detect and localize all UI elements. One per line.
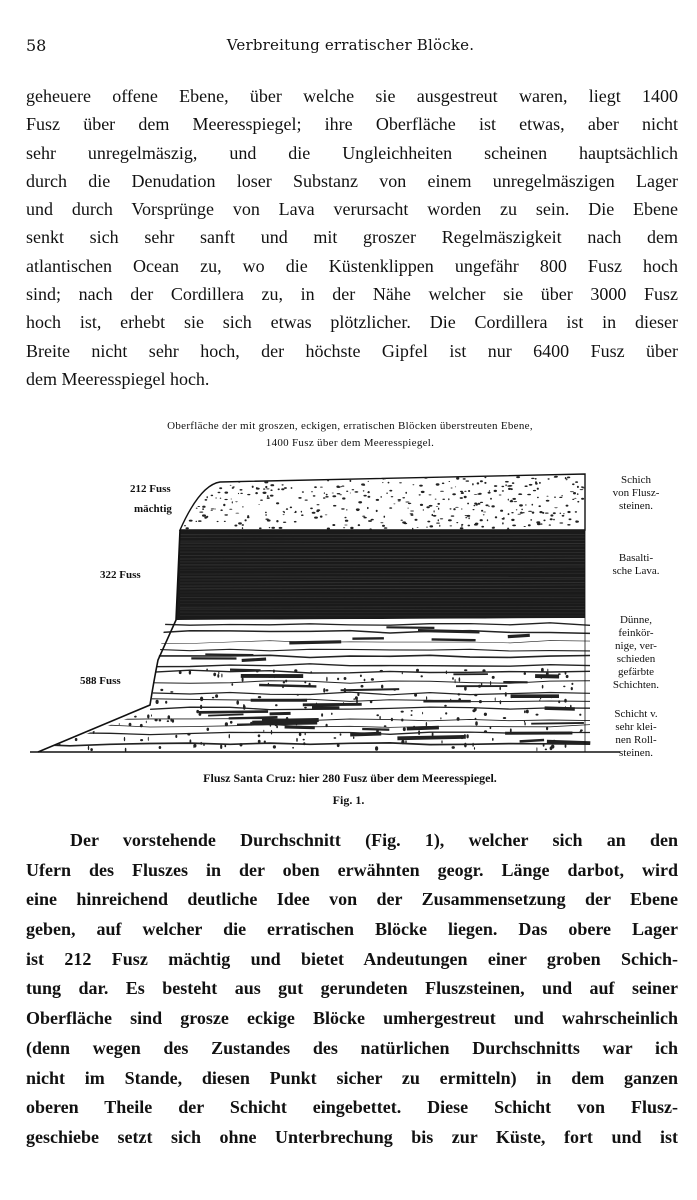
page-number: 58 [26, 36, 47, 55]
text-line: sind; nach der Cordillera zu, in der Nähe welcher sie über 3000 Fusz [26, 284, 678, 305]
label-line: nen Roll- [615, 734, 657, 746]
text-line: Breite nicht sehr hoch, der höchste Gipfel ist nur 6400 Fusz über [26, 340, 678, 361]
text-line: nicht im Stande, diesen Punkt sicher zu ermitteln) in dem ganzen [26, 1067, 678, 1088]
text-line: eine hinreichend deutliche Idee von der Zusammensetzung der Ebene [26, 889, 678, 910]
text-line: sehr unregelmäszig, und die Ungleichheiten scheinen hauptsächlich [26, 142, 678, 163]
label-gravel-layer [596, 474, 676, 513]
text-line: ist 212 Fusz mächtig und bietet Andeutungen einer groben Schich- [26, 948, 678, 969]
text-line: hoch ist, erhebt sie sich etwas plötzlicher. Die Cordillera ist in dieser [26, 312, 678, 333]
text-line: Oberfläche sind grosze eckige Blöcke umhergestreut und wahrscheinlich [26, 1008, 678, 1029]
text-line: geschiebe setzt sich ohne Unterbrechung bis zur Küste, fort und ist [26, 1126, 678, 1147]
label-line: Schicht v. [614, 708, 658, 720]
text-line: dem Meeresspiegel hoch. [26, 368, 210, 389]
figure-caption-bottom: Flusz Santa Cruz: hier 280 Fusz über dem Meeresspiegel. [203, 771, 497, 785]
label-line: sche Lava. [612, 565, 660, 577]
paragraph-top [26, 82, 678, 393]
figure-caption-top [30, 418, 670, 452]
text-line: oberen Theile der Schicht eingebettet. Diese Schicht von Flusz- [26, 1097, 678, 1118]
label-line: Basalti- [618, 552, 654, 564]
figure-caption-top-line: Oberfläche der mit groszen, eckigen, erratischen Blöcken überstreuten Ebene, [167, 420, 533, 432]
label-lava-layer [596, 552, 676, 578]
page-header [26, 36, 675, 60]
label-line: steinen. [619, 500, 653, 512]
figure-caption-top-line: 1400 Fusz über dem Meeresspiegel. [265, 437, 435, 449]
label-line: Schichten. [612, 679, 660, 691]
label-212-fuss: 212 Fuss [130, 483, 171, 495]
text-line: atlantischen Ocean zu, wo die Küstenklippen ungefähr 800 Fusz hoch [26, 255, 678, 276]
text-line: (denn wegen des Zustandes des natürlichen Durchschnitts war ich [26, 1037, 678, 1058]
label-maechtig: mächtig [134, 503, 172, 515]
text-line: durch die Denudation loser Substanz von einem unregelmäszigen Lager [26, 170, 678, 191]
label-line: gefärbte [617, 666, 655, 678]
text-line: Der vorstehende Durchschnitt (Fig. 1), welcher sich an den [70, 830, 678, 850]
cross-section-drawing [30, 460, 670, 765]
figure-number: Fig. 1. [332, 793, 365, 807]
label-line: von Flusz- [612, 487, 660, 499]
label-line: Dünne, [619, 614, 653, 626]
paragraph-bottom [26, 826, 678, 1153]
lava-layer [176, 530, 585, 620]
text-line: geben, auf welcher die erratischen Blöcke liegen. Das obere Lager [26, 919, 678, 940]
label-line: schieden [616, 653, 656, 665]
label-line: nige, ver- [615, 640, 657, 652]
label-line: steinen. [619, 747, 653, 759]
running-title: Verbreitung erratischer Blöcke. [226, 36, 475, 54]
text-line: geheuere offene Ebene, über welche sie ausgestreut waren, liegt 1400 [26, 86, 678, 106]
label-line: sehr klei- [615, 721, 657, 733]
label-pebble-layer [596, 708, 676, 760]
text-line: senkt sich sehr sanft und mit groszer Regelmäszigkeit nach dem [26, 227, 678, 248]
label-line: feinkör- [618, 627, 654, 639]
label-thin-beds [596, 614, 676, 692]
text-line: und durch Vorsprünge von Lava verursacht worden zu sein. Die Ebene [26, 199, 678, 220]
text-line: Fusz über dem Meeresspiegel; ihre Oberfläche ist etwas, aber nicht [26, 114, 678, 135]
geological-cross-section-figure [30, 460, 670, 765]
text-line: tung dar. Es besteht aus gut gerundeten Fluszsteinen, und auf seiner [26, 978, 678, 999]
label-322-fuss: 322 Fuss [100, 569, 141, 581]
text-line: Ufern des Fluszes in der oben erwähnten geogr. Länge darbot, wird [26, 859, 678, 880]
label-line: Schich [621, 474, 651, 486]
label-588-fuss: 588 Fuss [80, 675, 121, 687]
gravel-layer [180, 474, 585, 530]
